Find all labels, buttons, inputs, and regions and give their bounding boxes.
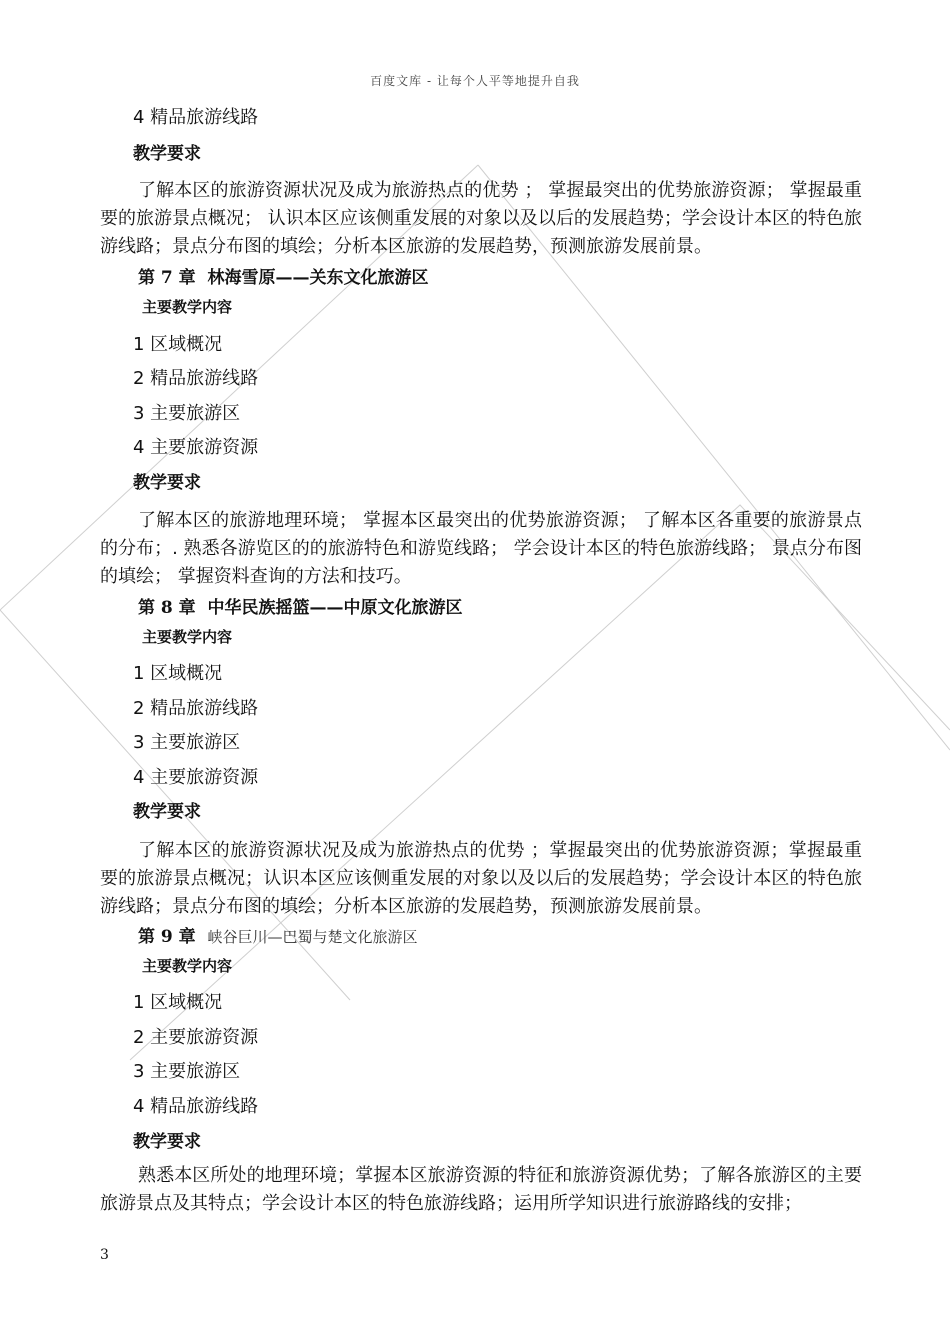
chapter-title: 中华民族摇篮——中原文化旅游区 [207, 598, 463, 618]
list-item: 2 主要旅游资源 [133, 1027, 259, 1048]
list-item: 4 主要旅游资源 [133, 437, 259, 458]
chapter-number: 第 9 章 [138, 927, 196, 947]
list-item: 4 主要旅游资源 [133, 767, 259, 788]
chapter-9-heading [138, 922, 418, 947]
page-number: 3 [100, 1247, 109, 1263]
section-label-requirements: 教学要求 [133, 144, 201, 164]
chapter-number: 第 7 章 [138, 268, 196, 288]
chapter-title: 峡谷巨川—巴蜀与楚文化旅游区 [207, 928, 418, 946]
paragraph: 了解本区的旅游资源状况及成为旅游热点的优势 ；掌握最突出的优势旅游资源；掌握最重要的旅游景点概况；认识本区应该侧重发展的对象以及以后的发展趋势；学会设计本区的特色旅游线路；景点分布图的填绘；分析本区旅游的发展趋势，预测旅游发展前景。 [100, 840, 862, 917]
page-header: 百度文库 - 让每个人平等地提升自我 [370, 74, 580, 88]
list-item: 3 主要旅游区 [133, 732, 241, 753]
list-item: 3 主要旅游区 [133, 403, 241, 424]
section-label-requirements: 教学要求 [133, 802, 201, 822]
list-item: 2 精品旅游线路 [133, 368, 259, 389]
paragraph: 熟悉本区所处的地理环境；掌握本区旅游资源的特征和旅游资源优势；了解各旅游区的主要旅游景点及其特点；学会设计本区的特色旅游线路；运用所学知识进行旅游路线的安排； [100, 1165, 862, 1214]
paragraph: 了解本区的旅游资源状况及成为旅游热点的优势 ； 掌握最突出的优势旅游资源； 掌握最重要的旅游景点概况； 认识本区应该侧重发展的对象以及以后的发展趋势；学会设计本区的特色旅游线路；景点分布图的填绘；分析本区旅游的发展趋势，预测旅游发展前景。 [100, 180, 862, 257]
paragraph: 了解本区的旅游地理环境； 掌握本区最突出的优势旅游资源； 了解本区各重要的旅游景点的分布；. 熟悉各游览区的的旅游特色和游览线路； 学会设计本区的特色旅游线路； 景点分布图的填绘； 掌握资料查询的方法和技巧。 [100, 510, 862, 587]
chapter-7-heading [138, 263, 429, 288]
list-item: 2 精品旅游线路 [133, 698, 259, 719]
chapter-title: 林海雪原——关东文化旅游区 [207, 268, 429, 288]
list-item: 4 精品旅游线路 [133, 107, 259, 128]
chapter-8-heading [138, 593, 463, 618]
list-item: 4 精品旅游线路 [133, 1096, 259, 1117]
list-item: 1 区域概况 [133, 663, 223, 684]
list-item: 1 区域概况 [133, 992, 223, 1013]
section-label-requirements: 教学要求 [133, 1132, 201, 1152]
section-label-requirements: 教学要求 [133, 473, 201, 493]
section-label-content: 主要教学内容 [142, 628, 233, 646]
section-label-content: 主要教学内容 [142, 298, 233, 316]
list-item: 3 主要旅游区 [133, 1061, 241, 1082]
section-label-content: 主要教学内容 [142, 957, 233, 975]
chapter-number: 第 8 章 [138, 598, 196, 618]
list-item: 1 区域概况 [133, 334, 223, 355]
